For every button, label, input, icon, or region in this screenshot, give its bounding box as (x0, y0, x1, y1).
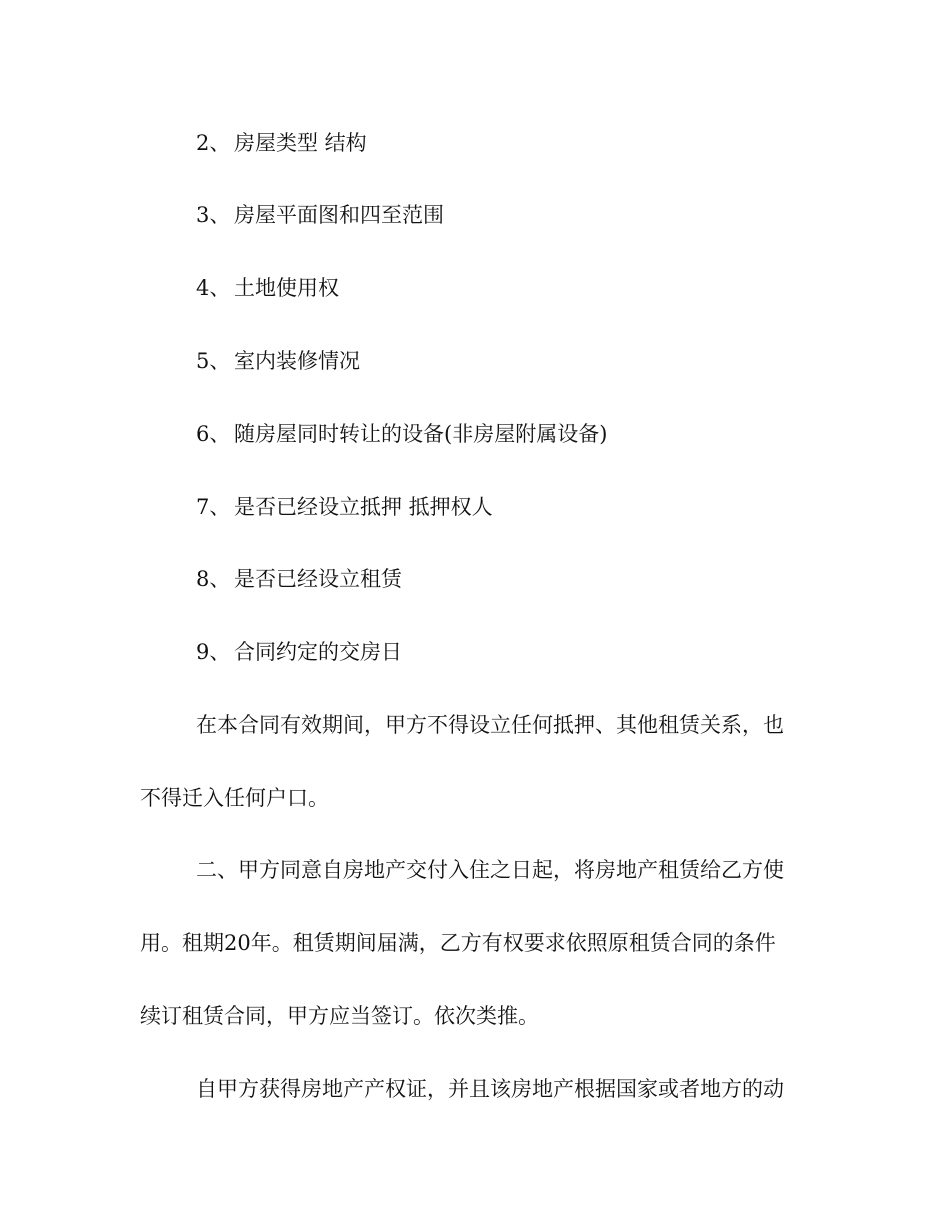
list-item (196, 564, 402, 594)
paragraph-line: 在本合同有效期间，甲方不得设立任何抵押、其他租赁关系，也 (196, 713, 784, 737)
list-item (196, 637, 402, 667)
list-item-text: 是否已经设立抵押 抵押权人 (234, 495, 493, 519)
paragraph-line: 续订租赁合同，甲方应当签订。依次类推。 (140, 1004, 539, 1028)
list-item-text: 是否已经设立租赁 (234, 567, 402, 591)
list-item-text: 房屋类型 结构 (234, 131, 367, 155)
list-item (196, 346, 360, 376)
list-item-text: 合同约定的交房日 (234, 640, 402, 664)
paragraph-line: 不得迁入任何户口。 (140, 786, 329, 810)
list-item (196, 492, 493, 522)
list-item (196, 200, 444, 230)
list-item-number: 5、 (196, 349, 231, 373)
list-item (196, 273, 339, 303)
paragraph-line: 二、甲方同意自房地产交付入住之日起，将房地产租赁给乙方使 (196, 858, 784, 882)
list-item-number: 3、 (196, 203, 231, 227)
list-item-number: 4、 (196, 276, 231, 300)
paragraph-line: 自甲方获得房地产产权证，并且该房地产根据国家或者地方的动 (196, 1077, 784, 1101)
list-item-text: 室内装修情况 (234, 349, 360, 373)
list-item-text: 土地使用权 (234, 276, 339, 300)
list-item-text: 房屋平面图和四至范围 (234, 203, 444, 227)
list-item (196, 128, 367, 158)
list-item-number: 8、 (196, 567, 231, 591)
list-item-number: 7、 (196, 495, 231, 519)
list-item (196, 419, 607, 449)
list-item-number: 2、 (196, 131, 231, 155)
list-item-number: 6、 (196, 422, 231, 446)
list-item-text: 随房屋同时转让的设备(非房屋附属设备) (234, 422, 608, 446)
paragraph-line: 用。租期20年。租赁期间届满，乙方有权要求依照原租赁合同的条件 (140, 931, 776, 955)
list-item-number: 9、 (196, 640, 231, 664)
